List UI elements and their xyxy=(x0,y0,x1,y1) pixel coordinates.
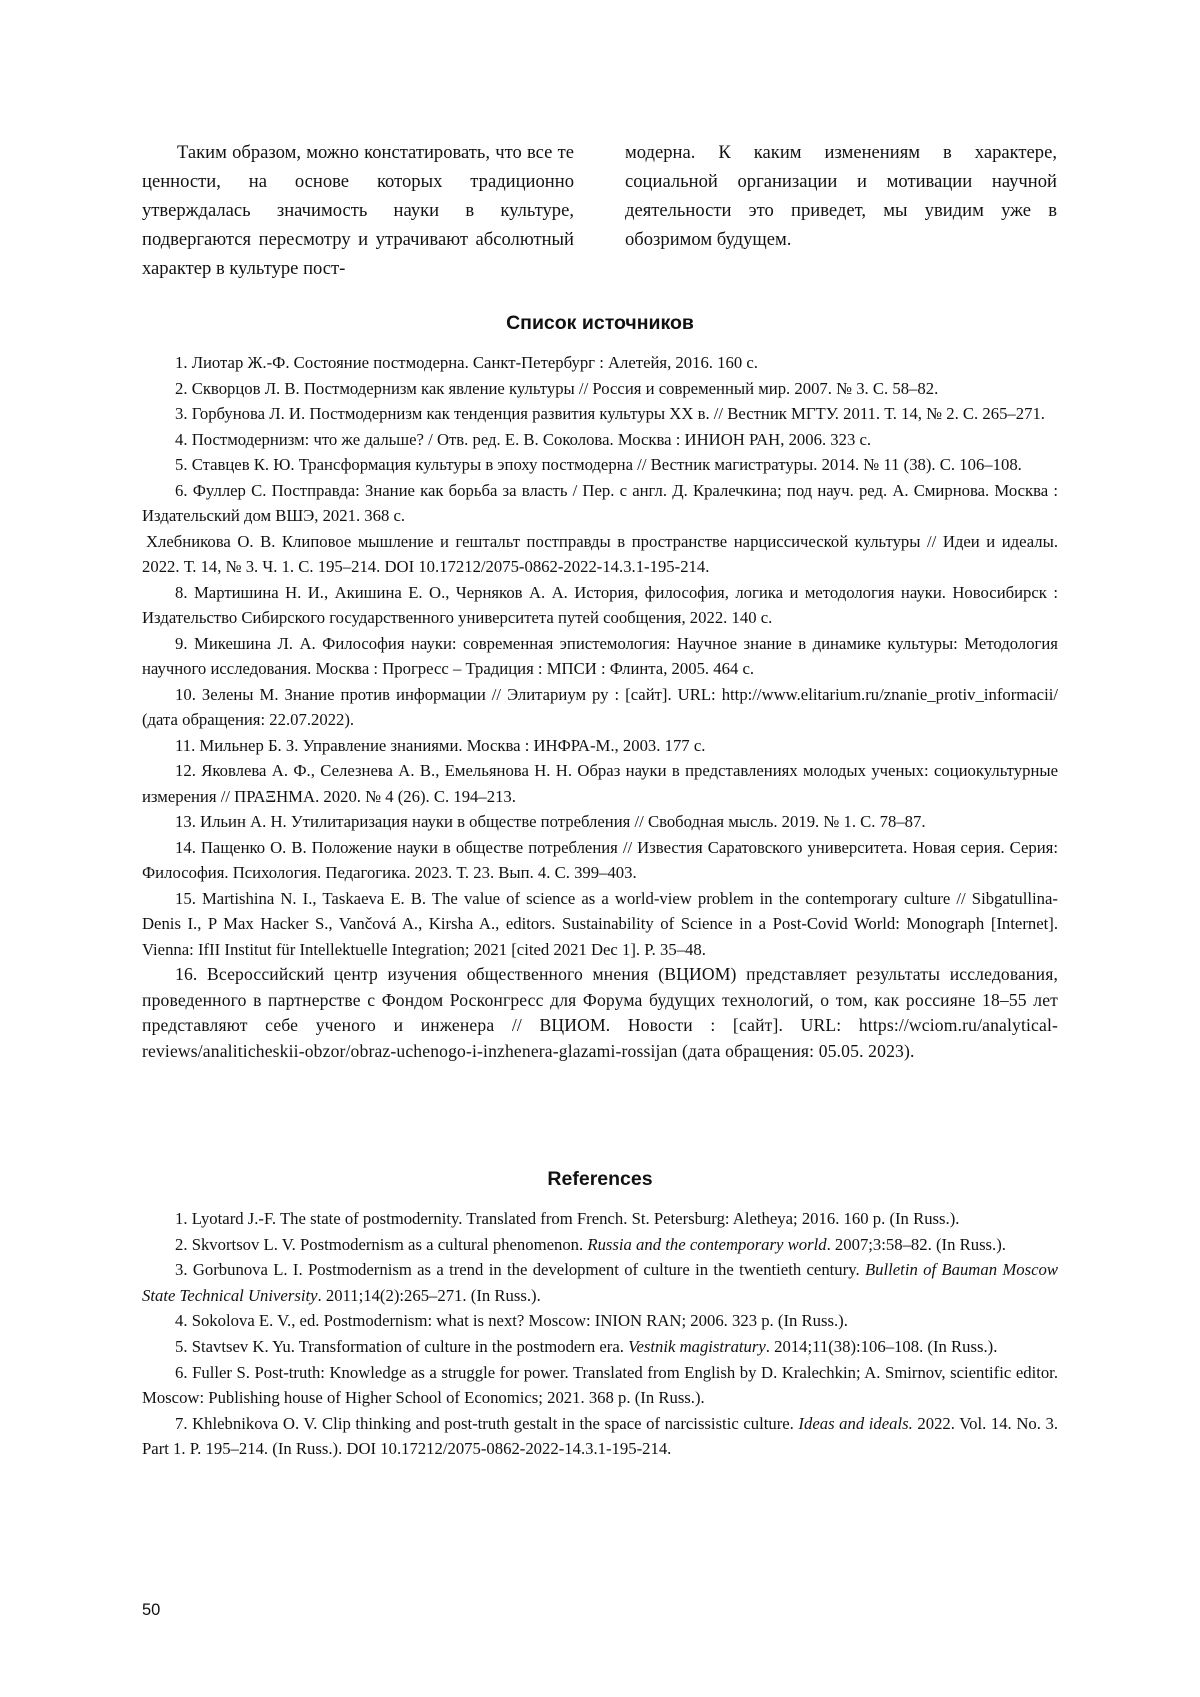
source-item: 9. Микешина Л. А. Философия науки: современная эпистемология: Научное знание в динамике культуры: Методология научного исследования. Москва : Прогресс – Традиция : МПСИ : Флинта, 2005. 464 с. xyxy=(142,631,1058,682)
source-item: 13. Ильин А. Н. Утилитаризация науки в обществе потребления // Свободная мысль. 2019. № 1. С. 78–87. xyxy=(142,809,1058,835)
source-item: 14. Пащенко О. В. Положение науки в обществе потребления // Известия Саратовского университета. Новая серия. Серия: Философия. Психология. Педагогика. 2023. Т. 23. Вып. 4. С. 399–403. xyxy=(142,835,1058,886)
source-item: 1. Лиотар Ж.-Ф. Состояние постмодерна. Санкт-Петербург : Алетейя, 2016. 160 с. xyxy=(142,350,1058,376)
reference-item xyxy=(142,1232,1058,1258)
sources-heading: Список источников xyxy=(0,312,1200,335)
reference-item xyxy=(142,1206,1058,1232)
reference-text: 6. Fuller S. Post-truth: Knowledge as a struggle for power. Translated from English by D. Kralechkin; A. Smirnov, scientific editor. Moscow: Publishing house of Higher School of Economics; 2021. 368 p. (In Russ.). xyxy=(142,1363,1058,1408)
source-item: 10. Зелены М. Знание против информации // Элитариум ру : [сайт]. URL: http://www.elitarium.ru/znanie_protiv_informacii/ (дата обращения: 22.07.2022). xyxy=(142,682,1058,733)
source-item: 6. Фуллер С. Постправда: Знание как борьба за власть / Пер. с англ. Д. Кралечкина; под науч. ред. А. Смирнова. Москва : Издательский дом ВШЭ, 2021. 368 с. xyxy=(142,478,1058,529)
source-item: 12. Яковлева А. Ф., Селезнева А. В., Емельянова Н. Н. Образ науки в представлениях молодых ученых: социокультурные измерения // ПРАΞНМА. 2020. № 4 (26). С. 194–213. xyxy=(142,758,1058,809)
page-number: 50 xyxy=(142,1601,160,1620)
reference-journal: Ideas and ideals. xyxy=(798,1414,912,1433)
reference-item xyxy=(142,1308,1058,1334)
source-item: 3. Горбунова Л. И. Постмодернизм как тенденция развития культуры XX в. // Вестник МГТУ. 2011. Т. 14, № 2. С. 265–271. xyxy=(142,401,1058,427)
reference-text: 3. Gorbunova L. I. Postmodernism as a trend in the development of culture in the twentieth century. xyxy=(175,1260,865,1279)
reference-journal: Vestnik magistratury xyxy=(628,1337,766,1356)
references-list xyxy=(142,1206,1058,1462)
reference-item xyxy=(142,1334,1058,1360)
body-paragraph: Таким образом, можно констатировать, что все те ценности, на основе которых традиционно утверждалась значимость науки в культуре, подвергаются пересмотру и утрачивают абсолютный характер в культуре пост- xyxy=(142,138,574,283)
source-item: 5. Ставцев К. Ю. Трансформация культуры в эпоху постмодерна // Вестник магистратуры. 2014. № 11 (38). С. 106–108. xyxy=(142,452,1058,478)
source-item: 15. Martishina N. I., Taskaeva E. B. The value of science as a world-view problem in the contemporary culture // Sibgatullina-Denis I., P Max Hacker S., Vančová A., Kirsha A., editors. Sustainability of Science in a Post-Covid World: Monograph [Internet]. Vienna: IfII Institut für Intellektuelle Integration; 2021 [cited 2021 Dec 1]. P. 35–48. xyxy=(142,886,1058,963)
sources-list xyxy=(142,350,1058,1064)
reference-text: . 2014;11(38):106–108. (In Russ.). xyxy=(766,1337,998,1356)
reference-text: 5. Stavtsev K. Yu. Transformation of culture in the postmodern era. xyxy=(175,1337,628,1356)
reference-text: 1. Lyotard J.-F. The state of postmodernity. Translated from French. St. Petersburg: Aletheya; 2016. 160 p. (In Russ.). xyxy=(175,1209,959,1228)
body-column-left xyxy=(142,138,574,283)
body-paragraph: модерна. К каким изменениям в характере, социальной организации и мотивации научной деятельности это приведет, мы увидим уже в обозримом будущем. xyxy=(625,138,1057,254)
source-item: Хлебникова О. В. Клиповое мышление и гештальт постправды в пространстве нарциссической культуры // Идеи и идеалы. 2022. Т. 14, № 3. Ч. 1. С. 195–214. DOI 10.17212/2075-0862-2022-14.3.1-195-214. xyxy=(142,529,1058,580)
reference-text: 2. Skvortsov L. V. Postmodernism as a cultural phenomenon. xyxy=(175,1235,587,1254)
reference-item xyxy=(142,1411,1058,1462)
reference-journal: Russia and the contemporary world xyxy=(587,1235,826,1254)
source-item: 4. Постмодернизм: что же дальше? / Отв. ред. Е. В. Соколова. Москва : ИНИОН РАН, 2006. 323 с. xyxy=(142,427,1058,453)
source-item: 2. Скворцов Л. В. Постмодернизм как явление культуры // Россия и современный мир. 2007. № 3. С. 58–82. xyxy=(142,376,1058,402)
reference-journal: Bulletin of Bauman Moscow State Technical University xyxy=(142,1260,1058,1305)
source-item: 11. Мильнер Б. З. Управление знаниями. Москва : ИНФРА-М., 2003. 177 с. xyxy=(142,733,1058,759)
reference-text: . 2011;14(2):265–271. (In Russ.). xyxy=(318,1286,541,1305)
reference-item xyxy=(142,1360,1058,1411)
reference-text: 4. Sokolova E. V., ed. Postmodernism: what is next? Moscow: INION RAN; 2006. 323 p. (In Russ.). xyxy=(175,1311,848,1330)
reference-text: 2022. Vol. 14. No. 3. Part 1. P. 195–214. (In Russ.). DOI 10.17212/2075-0862-2022-14.3.1-195-214. xyxy=(142,1414,1058,1459)
body-column-right xyxy=(625,138,1057,254)
source-item: 16. Всероссийский центр изучения общественного мнения (ВЦИОМ) представляет результаты исследования, проведенного в партнерстве с Фондом Росконгресс для Форума будущих технологий, о том, как россияне 18–55 лет представляют себе ученого и инженера // ВЦИОМ. Новости : [сайт]. URL: https://wciom.ru/analytical-reviews/analiticheskii-obzor/obraz-uchenogo-i-inzhenera-glazami-rossijan (дата обращения: 05.05. 2023). xyxy=(142,962,1058,1064)
reference-text: 7. Khlebnikova O. V. Clip thinking and post-truth gestalt in the space of narcissistic culture. xyxy=(175,1414,798,1433)
reference-text: . 2007;3:58–82. (In Russ.). xyxy=(827,1235,1006,1254)
references-heading: References xyxy=(0,1168,1200,1191)
source-item: 8. Мартишина Н. И., Акишина Е. О., Черняков А. А. История, философия, логика и методология науки. Новосибирск : Издательство Сибирского государственного университета путей сообщения, 2022. 140 с. xyxy=(142,580,1058,631)
reference-item xyxy=(142,1257,1058,1308)
